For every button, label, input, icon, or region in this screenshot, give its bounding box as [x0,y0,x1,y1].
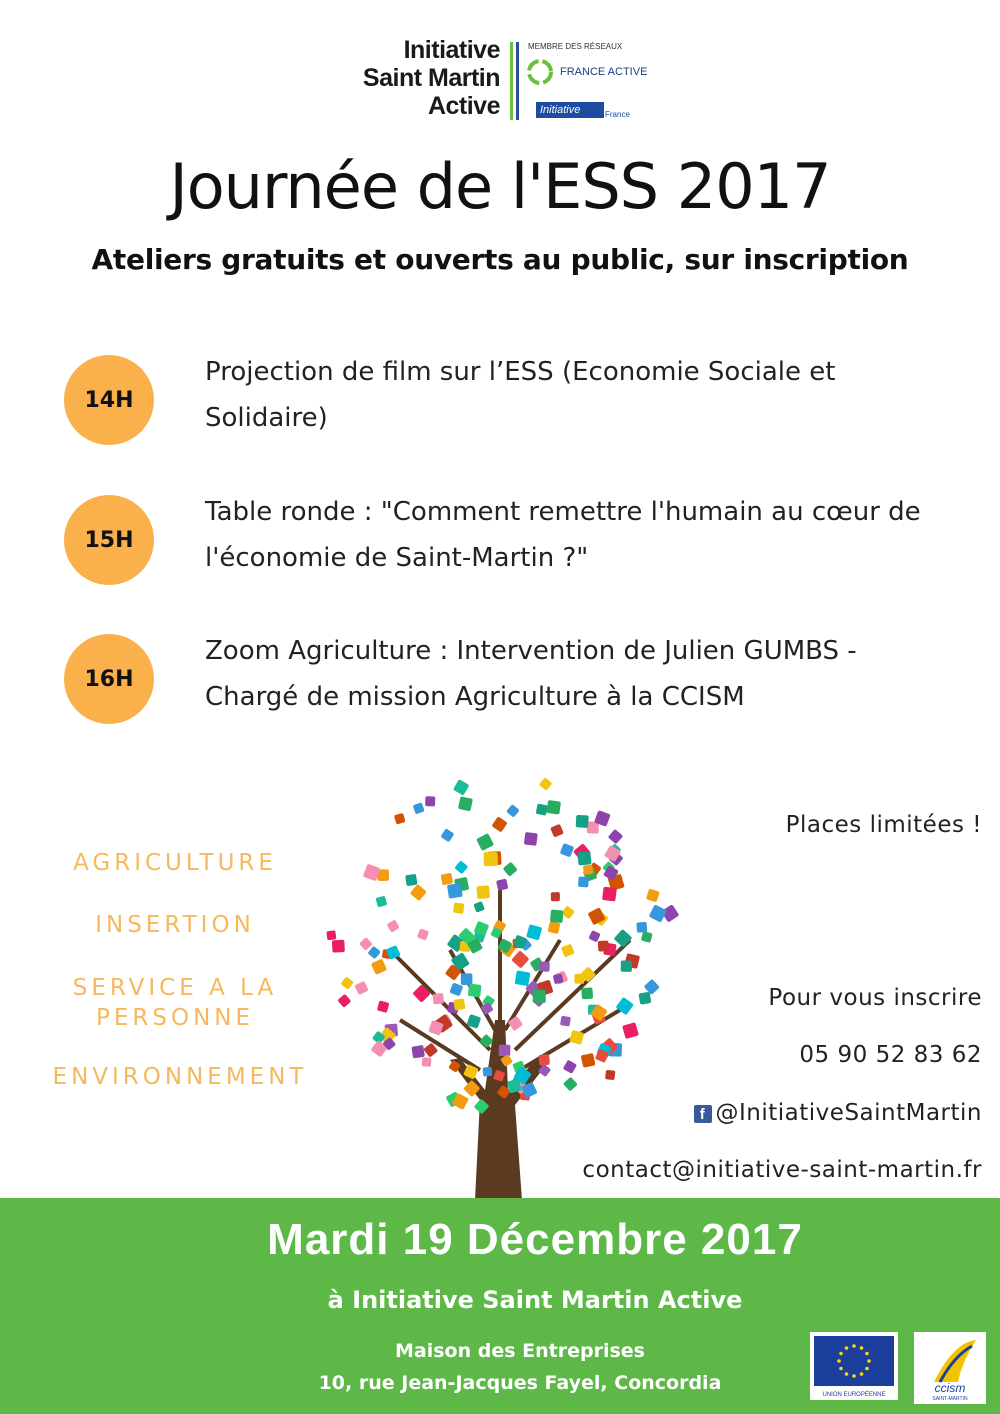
address-line2: 10, rue Jean-Jacques Fayel, Concordia [318,1372,722,1394]
puzzle-piece [440,828,454,842]
eu-star [845,1346,849,1350]
puzzle-piece [560,1016,571,1027]
puzzle-piece [508,1016,524,1032]
eu-star [867,1359,871,1363]
eu-star [852,1344,856,1348]
puzzle-piece [326,930,336,940]
puzzle-piece [417,928,429,940]
event-date: Mardi 19 Décembre 2017 [267,1215,803,1264]
schedule-item [64,495,964,585]
puzzle-piece [405,874,417,886]
eu-star [839,1367,843,1371]
puzzle-piece [483,1067,493,1077]
puzzle-tree-illustration [300,770,730,1200]
puzzle-piece [553,973,564,984]
initiative-france-logo: Initiative [536,102,604,118]
puzzle-piece [577,851,591,865]
puzzle-piece [447,883,463,899]
puzzle-piece [496,878,508,890]
eu-star [865,1367,869,1371]
org-name-line1: Initiative [403,36,500,64]
eu-flag-logo [810,1332,898,1400]
theme-insertion: INSERTION [95,912,255,938]
svg-text:SAINT-MARTIN: SAINT-MARTIN [932,1396,968,1402]
puzzle-piece [646,888,660,902]
facebook-link[interactable] [694,1100,982,1126]
event-venue: à Initiative Saint Martin Active [327,1286,743,1314]
schedule-text: Table ronde : "Comment remettre l'humain au cœur de l'économie de Saint-Martin ?" [205,497,921,573]
puzzle-piece [511,950,529,968]
puzzle-piece [551,892,560,901]
hour-badge: 15H [64,495,154,585]
initiative-france-sub: France [605,110,630,119]
theme-environnement: ENVIRONNEMENT [52,1064,308,1090]
puzzle-piece [581,987,593,999]
france-active-label: FRANCE ACTIVE [560,66,648,78]
svg-text:UNION EUROPÉENNE: UNION EUROPÉENNE [822,1392,886,1398]
puzzle-piece [550,824,564,838]
eu-star [845,1372,849,1376]
address-line1: Maison des Entreprises [395,1340,645,1362]
page-subtitle: Ateliers gratuits et ouverts au public, sur inscription [91,243,909,276]
puzzle-piece [539,777,552,790]
puzzle-piece [422,1057,432,1067]
puzzle-piece [340,976,353,989]
puzzle-piece [506,804,520,818]
facebook-handle: @InitiativeSaintMartin [715,1100,982,1126]
puzzle-piece [561,944,575,958]
hour-badge: 16H [64,634,154,724]
puzzle-piece [641,931,653,943]
theme-service-line1: SERVICE A LA [72,975,278,1001]
puzzle-piece [576,815,589,828]
puzzle-piece [581,1053,596,1068]
puzzle-piece [476,885,490,899]
puzzle-piece [371,959,387,975]
puzzle-piece [441,873,454,886]
phone-number[interactable]: 05 90 52 83 62 [799,1042,982,1068]
puzzle-piece [550,909,564,923]
puzzle-piece [563,1077,578,1092]
theme-service [30,973,320,1033]
puzzle-piece [491,816,507,832]
puzzle-piece [377,1000,390,1013]
puzzle-piece [332,940,345,953]
puzzle-piece [458,796,473,811]
puzzle-piece [354,981,368,995]
eu-star [860,1346,864,1350]
org-logo-text [340,36,500,120]
puzzle-piece [526,924,542,940]
puzzle-piece [574,974,584,984]
puzzle-piece [605,1070,615,1080]
facebook-icon: f [694,1105,712,1123]
puzzle-piece [638,992,651,1005]
puzzle-piece [536,803,548,815]
puzzle-piece [614,929,633,948]
puzzle-piece [540,961,550,971]
puzzle-piece [367,946,380,959]
theme-agriculture: AGRICULTURE [73,850,277,876]
puzzle-piece [410,884,427,901]
puzzle-piece [476,833,494,851]
puzzle-piece [425,796,435,806]
puzzle-piece [499,1044,511,1056]
puzzle-piece [649,904,667,922]
puzzle-piece [461,973,473,985]
puzzle-piece [413,802,425,814]
ccism-logo [914,1332,986,1404]
puzzle-piece [539,1054,550,1065]
puzzle-piece [621,960,632,971]
schedule-text: Projection de film sur l’ESS (Economie Sociale et Solidaire) [205,357,836,433]
puzzle-piece [602,887,617,902]
puzzle-piece [548,921,561,934]
puzzle-piece [578,877,589,888]
hour-badge: 14H [64,355,154,445]
svg-text:ccism: ccism [934,1381,966,1395]
puzzle-piece [484,852,498,866]
puzzle-piece [337,994,351,1008]
inscription-label: Pour vous inscrire [768,985,982,1011]
logo-divider-blue [516,42,519,120]
puzzle-piece [411,1045,425,1059]
puzzle-piece [453,902,465,914]
puzzle-piece [433,993,444,1004]
puzzle-piece [533,990,546,1003]
puzzle-piece [563,1060,577,1074]
puzzle-piece [449,982,463,996]
puzzle-piece [503,862,518,877]
puzzle-piece [636,922,647,933]
puzzle-piece [588,930,600,942]
puzzle-piece [394,813,406,825]
puzzle-piece [468,984,482,998]
puzzle-piece [453,779,469,795]
puzzle-piece [473,901,485,913]
puzzle-piece [524,832,538,846]
org-name-line3: Active [427,92,500,120]
puzzle-piece [560,843,574,857]
puzzle-piece [453,998,465,1010]
eu-star [839,1352,843,1356]
puzzle-piece [622,1022,639,1039]
puzzle-piece [375,896,387,908]
puzzle-piece [583,865,594,876]
org-name-line2: Saint Martin [362,64,500,92]
schedule-item [64,355,964,445]
puzzle-piece [608,829,623,844]
schedule-item [64,634,964,724]
eu-star [852,1374,856,1378]
puzzle-piece [546,800,561,815]
places-limitees: Places limitées ! [785,812,982,838]
puzzle-piece [454,860,468,874]
theme-service-line2: PERSONNE [95,1005,255,1031]
puzzle-piece [515,970,531,986]
member-label: MEMBRE DES RÉSEAUX [528,42,623,51]
france-active-logo-icon [526,58,554,86]
page-title: Journée de l'ESS 2017 [169,150,831,223]
eu-star [860,1372,864,1376]
puzzle-piece [387,919,400,932]
email-link[interactable]: contact@initiative-saint-martin.fr [582,1157,982,1183]
eu-star [865,1352,869,1356]
logo-divider-green [510,42,513,120]
schedule-text: Zoom Agriculture : Intervention de Julien GUMBS - Chargé de mission Agriculture à la CCISM [205,636,857,712]
puzzle-piece [598,941,609,952]
eu-star [837,1359,841,1363]
puzzle-piece [359,937,373,951]
